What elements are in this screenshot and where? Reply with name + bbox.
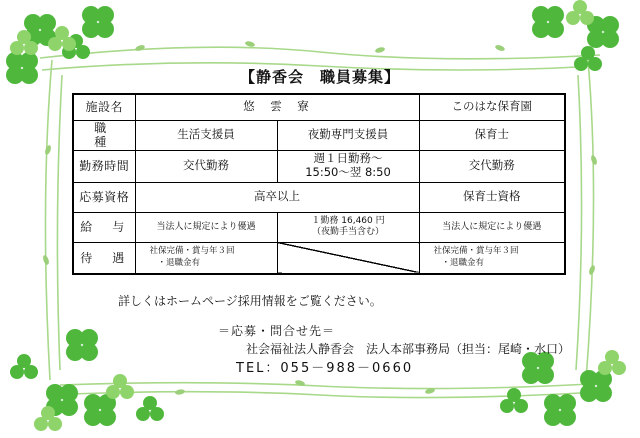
website-note: 詳しくはホームページ採用情報をご覧ください。	[118, 294, 382, 308]
table-row-facility	[73, 94, 565, 120]
salary-night-line2: （夜勤手当含む）	[311, 227, 384, 237]
benefits-life-support	[135, 242, 277, 274]
benefits-childcare-line2: ・退職金有	[441, 257, 485, 268]
facility-yuunryou: 悠 雲 寮	[135, 94, 419, 120]
job-life-support: 生活支援員	[135, 120, 277, 150]
row-label-facility: 施設名	[73, 94, 135, 120]
hours-night-line1: 週１日勤務～	[313, 151, 383, 166]
table-row-qualification	[73, 182, 565, 212]
job-childcare: 保育士	[419, 120, 565, 150]
qualification-childcare: 保育士資格	[419, 182, 565, 212]
salary-night-support	[277, 212, 419, 242]
facility-konohana: このはな保育園	[419, 94, 565, 120]
row-label-salary: 給 与	[73, 212, 135, 242]
row-label-hours: 勤務時間	[73, 150, 135, 182]
benefits-support-line1: 社保完備・賞与年３回	[149, 246, 235, 257]
row-label-qualification: 応募資格	[73, 182, 135, 212]
salary-life-support: 当法人に規定により優遇	[135, 212, 277, 242]
hours-night-line2: 15:50～翌 8:50	[305, 165, 391, 179]
contact-phone: TEL：055－988－0660	[236, 361, 414, 376]
benefits-childcare	[419, 242, 565, 274]
page-title: 【静香会 職員募集】	[239, 68, 400, 86]
benefits-support-line2: ・退職金有	[157, 257, 201, 268]
qualification-support: 高卒以上	[135, 182, 419, 212]
hours-life-support: 交代勤務	[135, 150, 277, 182]
contact-organization: 社会福祉法人静香会 法人本部事務局（担当：尾崎・水口）	[246, 342, 571, 356]
table-row-job-type	[73, 120, 565, 150]
benefits-childcare-line1: 社保完備・賞与年３回	[433, 246, 519, 257]
row-label-job-type: 職種	[73, 120, 135, 150]
job-table	[72, 93, 566, 275]
job-night-support: 夜勤専門支援員	[277, 120, 419, 150]
table-row-benefits	[73, 242, 565, 274]
benefits-night-not-applicable	[277, 242, 419, 274]
row-label-benefits: 待 遇	[73, 242, 135, 274]
salary-childcare: 当法人に規定により優遇	[419, 212, 565, 242]
table-row-salary	[73, 212, 565, 242]
hours-night-support	[277, 150, 419, 182]
hours-childcare: 交代勤務	[419, 150, 565, 182]
salary-night-line1: １勤務 16,460 円	[311, 216, 385, 227]
table-row-hours	[73, 150, 565, 182]
contact-heading: ＝応募・問合せ先＝	[218, 324, 336, 338]
